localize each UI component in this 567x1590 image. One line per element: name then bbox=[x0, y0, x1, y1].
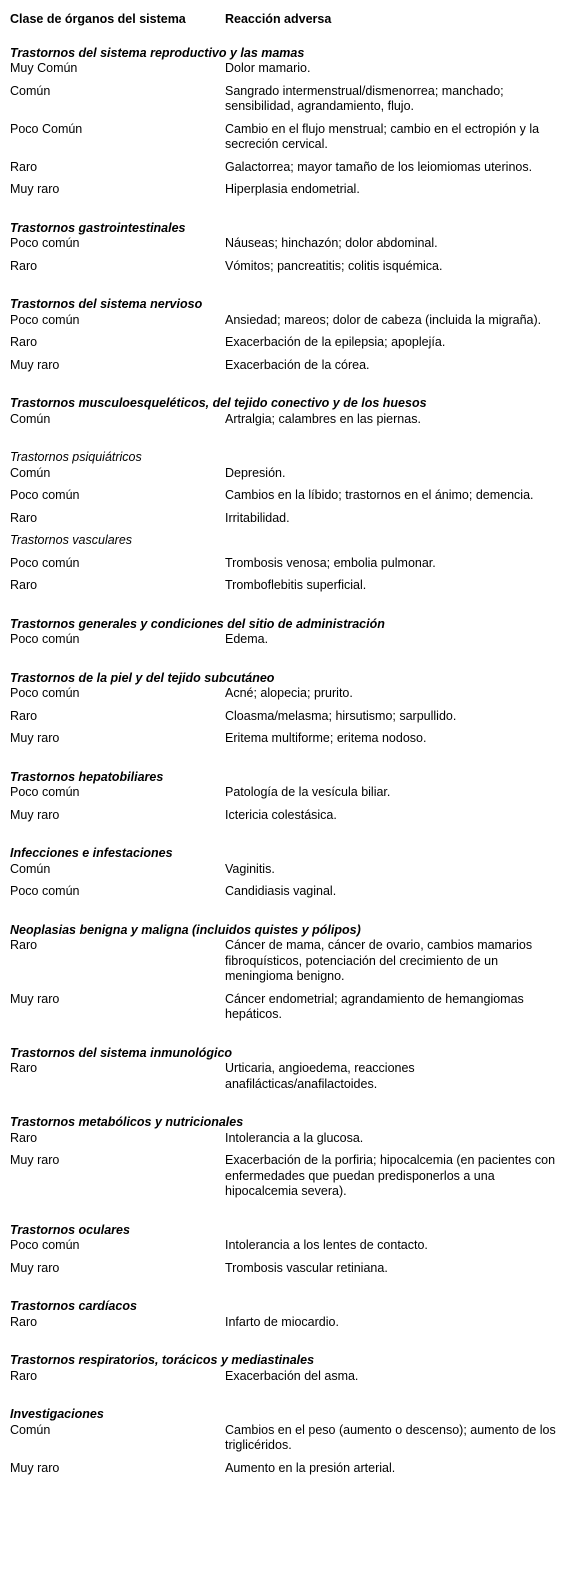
adverse-reactions-document bbox=[10, 12, 558, 1476]
section bbox=[10, 1115, 558, 1200]
section-spacer bbox=[10, 747, 558, 770]
section-spacer bbox=[10, 900, 558, 923]
section bbox=[10, 1353, 558, 1384]
section-spacer bbox=[10, 1330, 558, 1353]
frequency-cell: Muy raro bbox=[10, 807, 60, 822]
section bbox=[10, 923, 558, 1023]
table-row bbox=[10, 686, 558, 702]
reaction-cell: Galactorrea; mayor tamaño de los leiomiomas uterinos. bbox=[225, 159, 533, 174]
frequency-cell: Raro bbox=[10, 1130, 38, 1145]
frequency-cell: Muy raro bbox=[10, 1460, 60, 1475]
frequency-cell: Muy raro bbox=[10, 1153, 60, 1167]
reaction-cell: Acné; alopecia; prurito. bbox=[225, 686, 353, 700]
section-heading: Investigaciones bbox=[10, 1407, 104, 1421]
reaction-cell: Patología de la vesícula biliar. bbox=[225, 785, 391, 799]
reaction-cell: Urticaria, angioedema, reacciones anafilácticas/anafilactoides. bbox=[225, 1061, 415, 1091]
reaction-cell: Vómitos; pancreatitis; colitis isquémica. bbox=[225, 258, 443, 273]
reaction-cell: Vaginitis. bbox=[225, 861, 275, 876]
reaction-cell: Depresión. bbox=[225, 465, 286, 480]
section bbox=[10, 1299, 558, 1330]
frequency-cell: Poco Común bbox=[10, 121, 83, 136]
reaction-cell: Cambios en el peso (aumento o descenso); aumento de los triglicéridos. bbox=[225, 1422, 556, 1452]
section-heading: Neoplasias benigna y maligna (incluidos quistes y pólipos) bbox=[10, 922, 361, 937]
reaction-cell: Candidiasis vaginal. bbox=[225, 884, 337, 898]
section bbox=[10, 617, 558, 648]
reaction-cell: Exacerbación de la córea. bbox=[225, 357, 370, 372]
reaction-cell: Aumento en la presión arterial. bbox=[225, 1460, 396, 1475]
section-spacer bbox=[10, 1092, 558, 1115]
frequency-cell: Poco común bbox=[10, 555, 80, 570]
table-row bbox=[10, 358, 558, 374]
table-row bbox=[10, 785, 558, 801]
frequency-cell: Poco común bbox=[10, 884, 80, 898]
section-heading: Trastornos oculares bbox=[10, 1222, 130, 1237]
reaction-cell: Ictericia colestásica. bbox=[225, 807, 337, 822]
reaction-cell: Exacerbación de la epilepsia; apoplejía. bbox=[225, 335, 446, 349]
reaction-cell: Náuseas; hinchazón; dolor abdominal. bbox=[225, 236, 438, 250]
frequency-cell: Raro bbox=[10, 1314, 38, 1329]
table-row bbox=[10, 1153, 558, 1200]
reaction-cell: Trombosis venosa; embolia pulmonar. bbox=[225, 555, 436, 570]
frequency-cell: Poco común bbox=[10, 1238, 80, 1252]
frequency-cell: Común bbox=[10, 1422, 51, 1437]
section-spacer bbox=[10, 1276, 558, 1299]
frequency-cell: Poco común bbox=[10, 686, 80, 700]
reaction-cell: Infarto de miocardio. bbox=[225, 1314, 339, 1329]
table-row bbox=[10, 182, 558, 198]
table-row bbox=[10, 862, 558, 878]
reaction-cell: Trombosis vascular retiniana. bbox=[225, 1260, 388, 1275]
frequency-cell: Raro bbox=[10, 258, 38, 273]
table-row bbox=[10, 632, 558, 648]
section-spacer bbox=[10, 526, 558, 533]
frequency-cell: Común bbox=[10, 411, 51, 426]
reaction-cell: Ansiedad; mareos; dolor de cabeza (incluida la migraña). bbox=[225, 312, 542, 327]
section bbox=[10, 450, 558, 526]
table-row bbox=[10, 412, 558, 428]
table-row bbox=[10, 578, 558, 594]
section bbox=[10, 221, 558, 275]
table-row bbox=[10, 236, 558, 252]
section-heading: Trastornos del sistema inmunológico bbox=[10, 1045, 233, 1060]
section-spacer bbox=[10, 373, 558, 396]
section-heading: Trastornos generales y condiciones del sitio de administración bbox=[10, 616, 385, 631]
reaction-cell: Exacerbación de la porfiria; hipocalcemia (en pacientes con enfermedades que puedan predisponerlos a una hipocalcemia severa). bbox=[225, 1153, 556, 1198]
section-spacer bbox=[10, 648, 558, 671]
section-spacer bbox=[10, 1023, 558, 1046]
reaction-cell: Cáncer de mama, cáncer de ovario, cambios mamarios fibroquísticos, potenciación del crecimiento de un meningioma benigno. bbox=[225, 938, 533, 983]
table-row bbox=[10, 884, 558, 900]
frequency-cell: Muy raro bbox=[10, 357, 60, 372]
section-spacer bbox=[10, 1384, 558, 1407]
reaction-cell: Exacerbación del asma. bbox=[225, 1368, 359, 1383]
section bbox=[10, 396, 558, 427]
frequency-cell: Muy raro bbox=[10, 991, 60, 1006]
table-row bbox=[10, 1238, 558, 1254]
section-spacer bbox=[10, 198, 558, 221]
table-row bbox=[10, 511, 558, 527]
table-row bbox=[10, 556, 558, 572]
section-spacer bbox=[10, 427, 558, 450]
frequency-cell: Raro bbox=[10, 938, 38, 952]
section-heading: Trastornos cardíacos bbox=[10, 1299, 137, 1313]
reaction-cell: Tromboflebitis superficial. bbox=[225, 578, 367, 592]
section-heading: Trastornos de la piel y del tejido subcutáneo bbox=[10, 670, 275, 685]
reaction-cell: Intolerancia a la glucosa. bbox=[225, 1130, 364, 1145]
section-heading: Trastornos psiquiátricos bbox=[10, 450, 142, 464]
table-row bbox=[10, 122, 558, 153]
section-heading: Trastornos del sistema reproductivo y las mamas bbox=[10, 45, 305, 60]
frequency-cell: Raro bbox=[10, 510, 38, 525]
section-heading: Trastornos musculoesqueléticos, del tejido conectivo y de los huesos bbox=[10, 396, 427, 410]
table-row bbox=[10, 992, 558, 1023]
table-row bbox=[10, 259, 558, 275]
frequency-cell: Común bbox=[10, 861, 51, 876]
table-row bbox=[10, 1315, 558, 1331]
frequency-cell: Raro bbox=[10, 1061, 38, 1075]
section-heading: Trastornos metabólicos y nutricionales bbox=[10, 1115, 244, 1129]
section-heading: Trastornos vasculares bbox=[10, 533, 133, 547]
frequency-cell: Raro bbox=[10, 335, 38, 349]
reaction-cell: Dolor mamario. bbox=[225, 61, 311, 75]
section bbox=[10, 770, 558, 824]
column-header-adverse-reaction: Reacción adversa bbox=[225, 12, 332, 26]
section-heading: Trastornos hepatobiliares bbox=[10, 769, 164, 784]
section bbox=[10, 1046, 558, 1093]
table-row bbox=[10, 313, 558, 329]
reaction-cell: Cambios en la líbido; trastornos en el ánimo; demencia. bbox=[225, 488, 534, 502]
reaction-cell: Edema. bbox=[225, 632, 269, 646]
frequency-cell: Poco común bbox=[10, 488, 80, 502]
frequency-cell: Muy raro bbox=[10, 182, 60, 196]
table-row bbox=[10, 488, 558, 504]
table-row bbox=[10, 1061, 558, 1092]
table-row bbox=[10, 1131, 558, 1147]
section-heading: Trastornos respiratorios, torácicos y mediastinales bbox=[10, 1353, 315, 1367]
section bbox=[10, 1223, 558, 1277]
table-row bbox=[10, 61, 558, 77]
section bbox=[10, 46, 558, 198]
reaction-cell: Cloasma/melasma; hirsutismo; sarpullido. bbox=[225, 708, 457, 723]
column-header-organ-class: Clase de órganos del sistema bbox=[10, 12, 186, 26]
section bbox=[10, 533, 558, 594]
frequency-cell: Raro bbox=[10, 708, 38, 723]
table-row bbox=[10, 160, 558, 176]
table-row bbox=[10, 1369, 558, 1385]
section-heading: Infecciones e infestaciones bbox=[10, 846, 173, 860]
frequency-cell: Raro bbox=[10, 578, 38, 592]
frequency-cell: Raro bbox=[10, 1368, 38, 1383]
table-row bbox=[10, 808, 558, 824]
table-row bbox=[10, 1423, 558, 1454]
frequency-cell: Muy raro bbox=[10, 731, 60, 745]
section bbox=[10, 1407, 558, 1476]
section-heading: Trastornos del sistema nervioso bbox=[10, 297, 203, 311]
frequency-cell: Raro bbox=[10, 159, 38, 174]
section-spacer bbox=[10, 594, 558, 617]
table-row bbox=[10, 335, 558, 351]
reaction-cell: Sangrado intermenstrual/dismenorrea; manchado; sensibilidad, agrandamiento, flujo. bbox=[225, 83, 504, 113]
section bbox=[10, 297, 558, 373]
frequency-cell: Poco común bbox=[10, 236, 80, 250]
frequency-cell: Poco común bbox=[10, 785, 80, 799]
section-spacer bbox=[10, 274, 558, 297]
reaction-cell: Eritema multiforme; eritema nodoso. bbox=[225, 731, 427, 745]
section-heading: Trastornos gastrointestinales bbox=[10, 220, 186, 235]
reaction-cell: Hiperplasia endometrial. bbox=[225, 182, 360, 196]
heading-spacer bbox=[10, 549, 558, 556]
table-header bbox=[10, 12, 558, 28]
table-row bbox=[10, 938, 558, 985]
frequency-cell: Poco común bbox=[10, 632, 80, 646]
table-row bbox=[10, 709, 558, 725]
reaction-cell: Artralgia; calambres en las piernas. bbox=[225, 411, 421, 426]
reaction-cell: Irritabilidad. bbox=[225, 510, 290, 525]
section-spacer bbox=[10, 1200, 558, 1223]
table-row bbox=[10, 1461, 558, 1477]
section bbox=[10, 846, 558, 900]
table-row bbox=[10, 84, 558, 115]
table-row bbox=[10, 1261, 558, 1277]
frequency-cell: Común bbox=[10, 465, 51, 480]
reaction-cell: Intolerancia a los lentes de contacto. bbox=[225, 1238, 428, 1252]
section-spacer bbox=[10, 823, 558, 846]
frequency-cell: Común bbox=[10, 83, 51, 98]
sections-container bbox=[10, 46, 558, 1477]
reaction-cell: Cáncer endometrial; agrandamiento de hemangiomas hepáticos. bbox=[225, 991, 524, 1021]
section bbox=[10, 671, 558, 747]
frequency-cell: Muy raro bbox=[10, 1260, 60, 1275]
reaction-cell: Cambio en el flujo menstrual; cambio en el ectropión y la secreción cervical. bbox=[225, 121, 540, 151]
table-row bbox=[10, 731, 558, 747]
frequency-cell: Muy Común bbox=[10, 61, 78, 75]
frequency-cell: Poco común bbox=[10, 312, 80, 327]
table-row bbox=[10, 466, 558, 482]
